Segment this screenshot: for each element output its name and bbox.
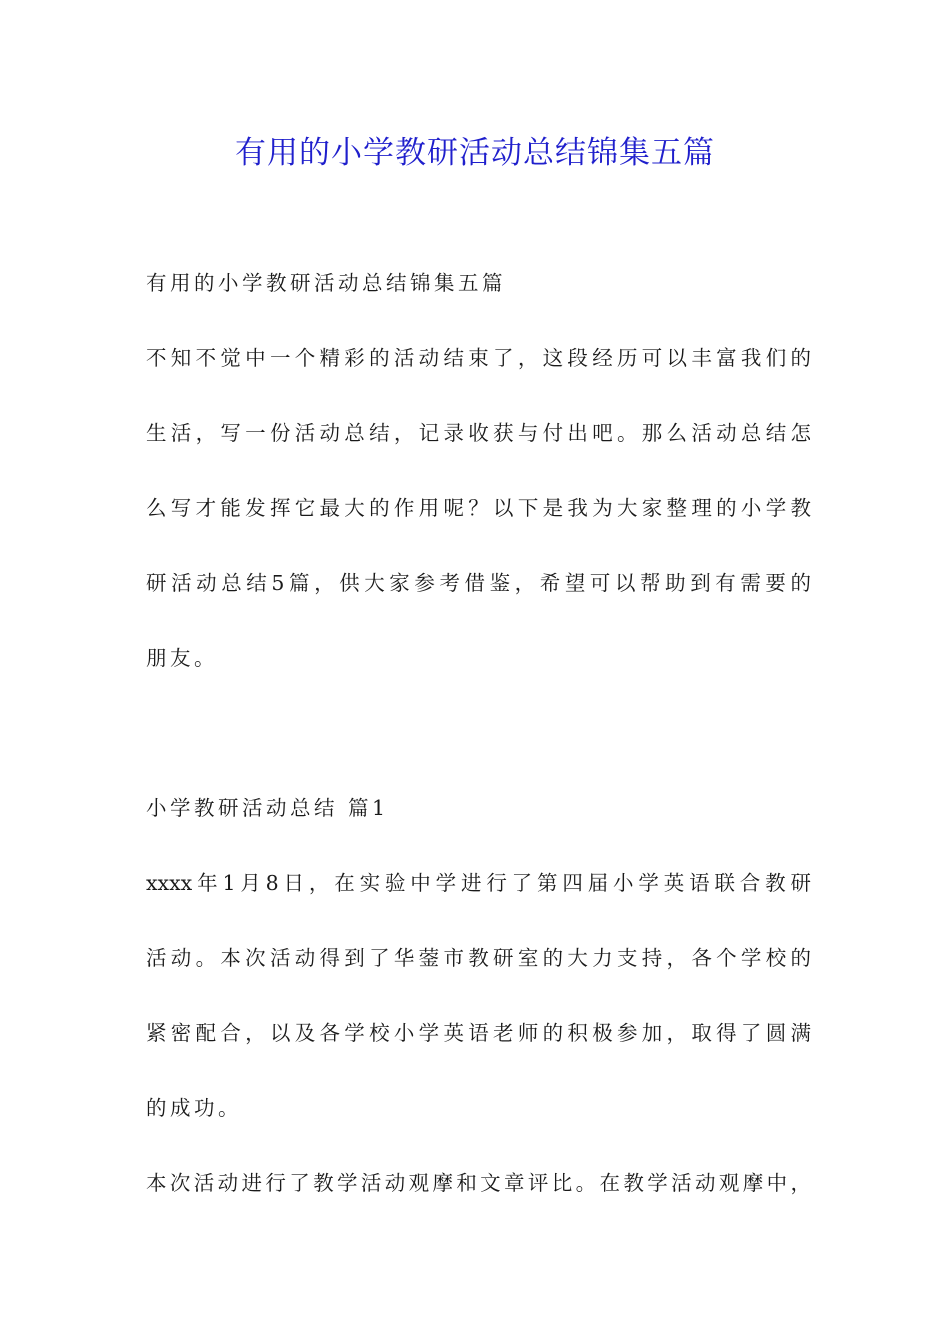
section-heading: 小学教研活动总结 篇1: [146, 796, 389, 820]
intro-line: 不知不觉中一个精彩的活动结束了，这段经历可以丰富我们的: [146, 346, 811, 370]
paragraph-line: 活动。本次活动得到了华蓥市教研室的大力支持，各个学校的: [146, 946, 811, 970]
intro-line: 研活动总结5篇，供大家参考借鉴，希望可以帮助到有需要的: [146, 571, 811, 595]
paragraph-line: 的成功。: [146, 1096, 242, 1120]
intro-line: 生活，写一份活动总结，记录收获与付出吧。那么活动总结怎: [146, 421, 811, 445]
document-title: 有用的小学教研活动总结锦集五篇: [235, 135, 715, 171]
paragraph-line: 本次活动进行了教学活动观摩和文章评比。在教学活动观摩中，: [146, 1171, 811, 1195]
document-subtitle: 有用的小学教研活动总结锦集五篇: [146, 271, 506, 295]
paragraph-line: 紧密配合，以及各学校小学英语老师的积极参加，取得了圆满: [146, 1021, 811, 1045]
paragraph-line: xxxx年1月8日，在实验中学进行了第四届小学英语联合教研: [146, 871, 811, 895]
intro-line: 么写才能发挥它最大的作用呢？以下是我为大家整理的小学教: [146, 496, 811, 520]
intro-line: 朋友。: [146, 646, 218, 670]
